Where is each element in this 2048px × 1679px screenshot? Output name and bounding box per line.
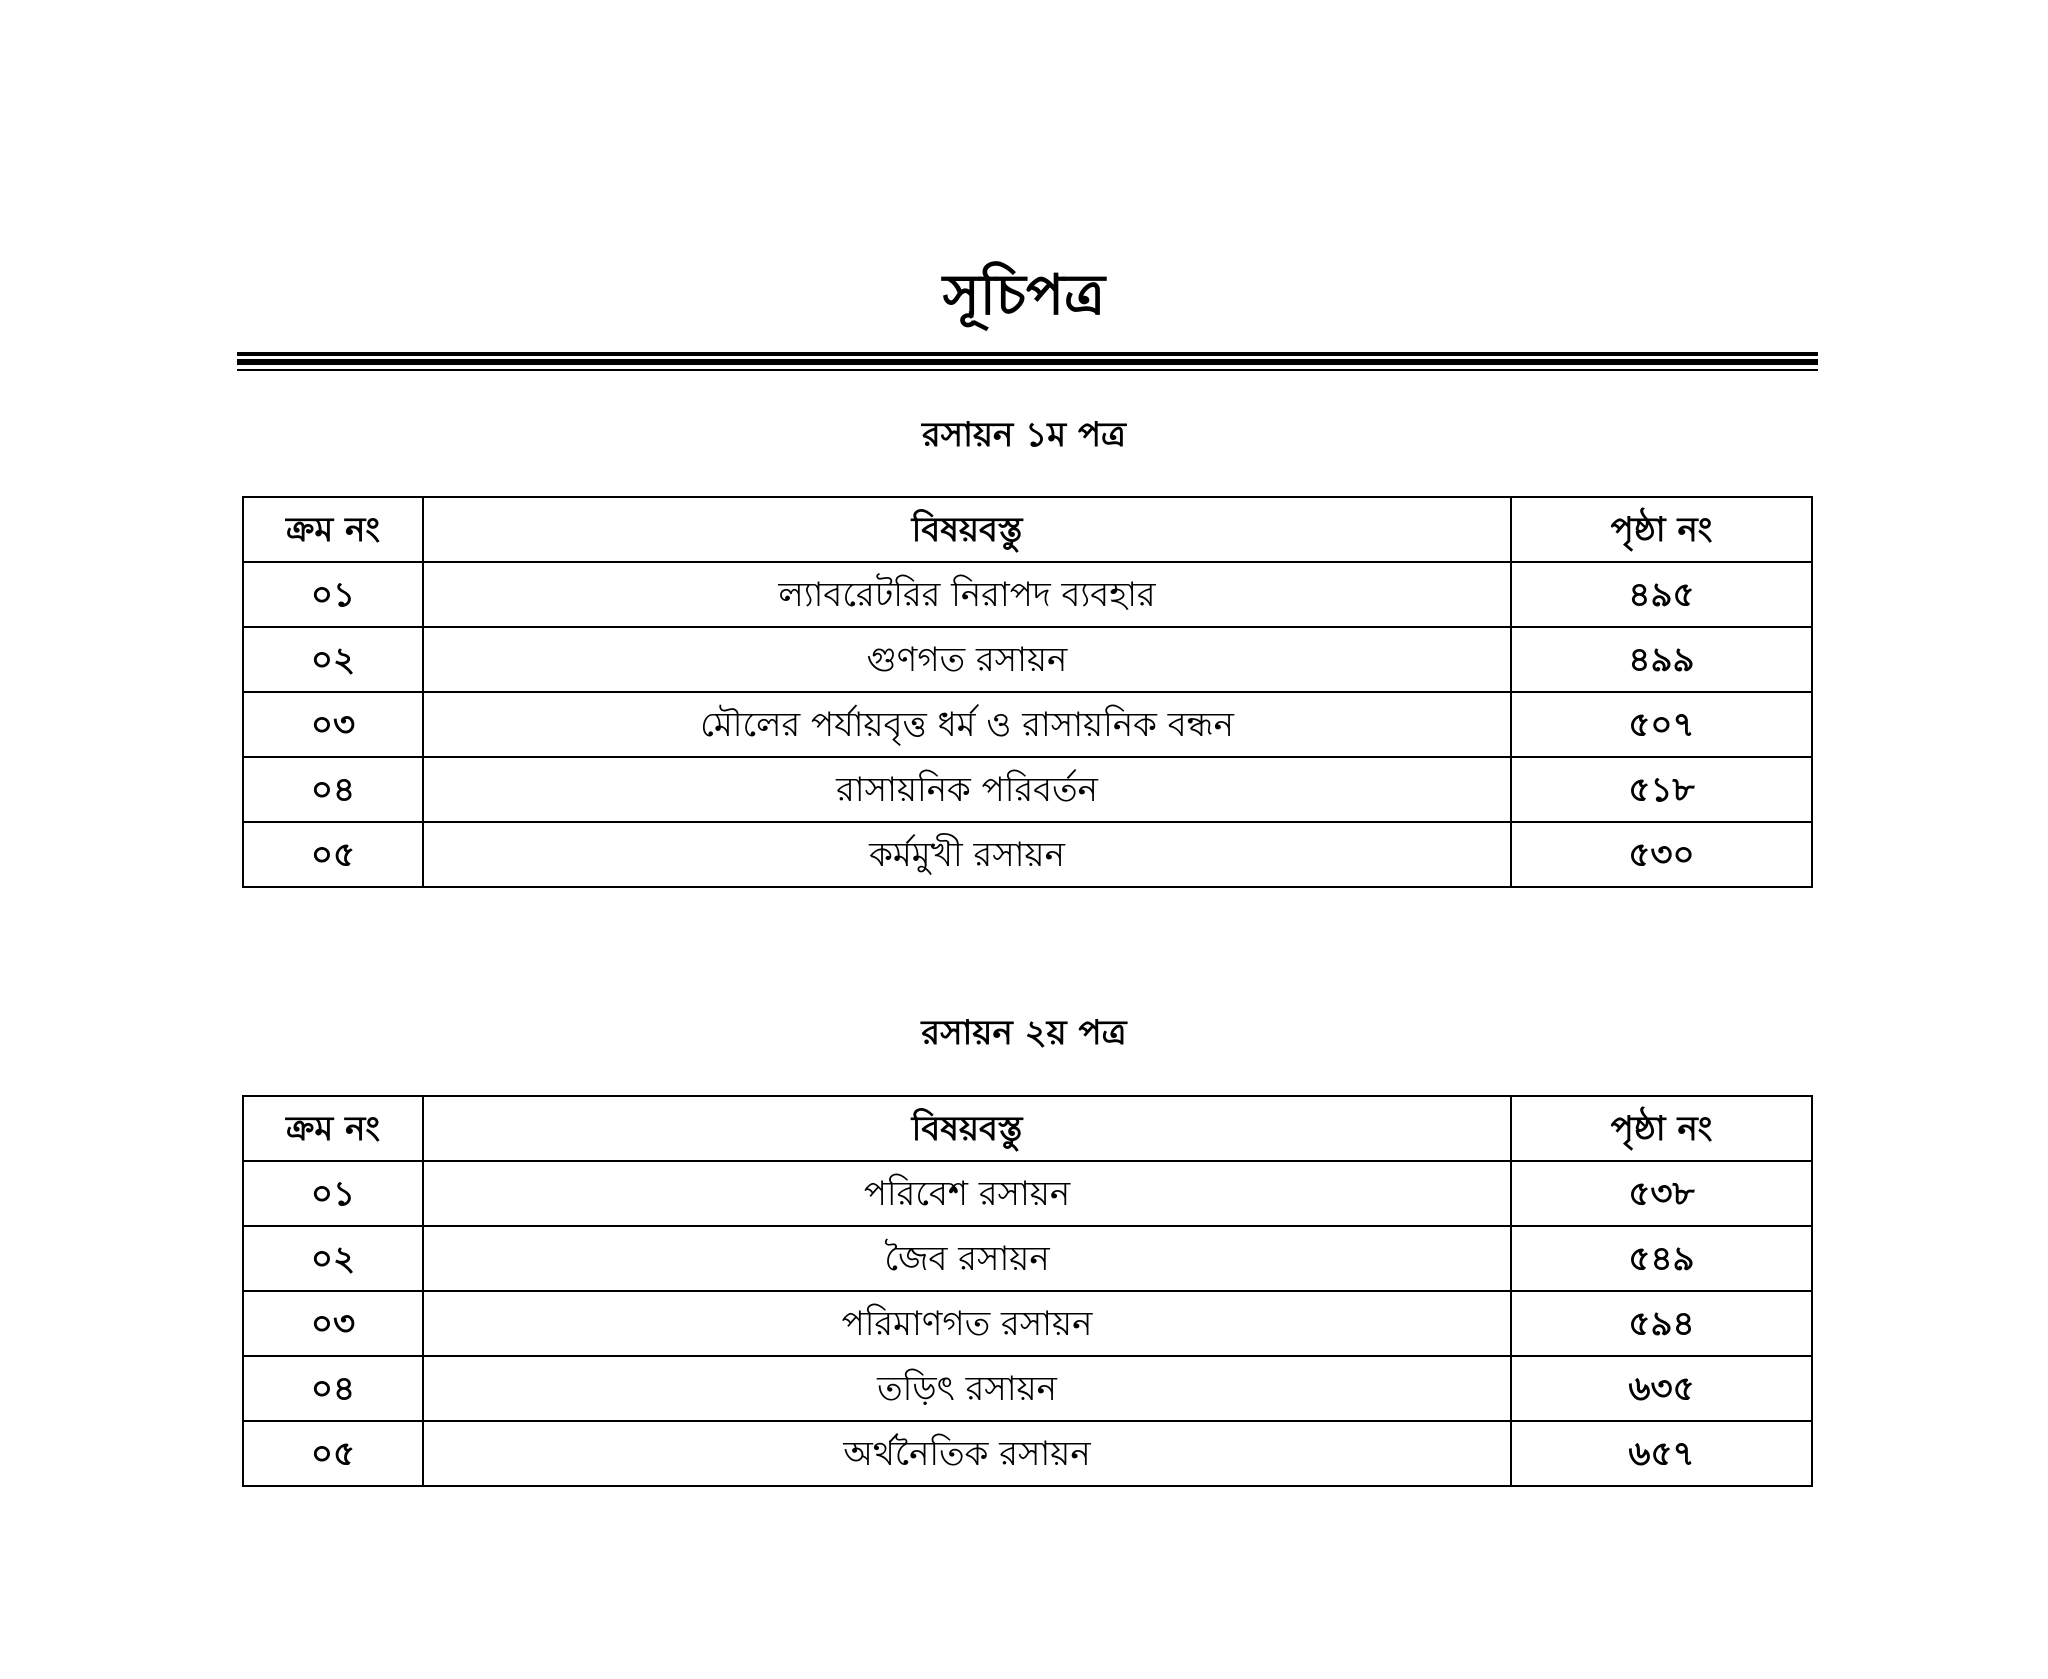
topic-cell: তড়িৎ রসায়ন bbox=[423, 1356, 1511, 1421]
table-header-row bbox=[243, 497, 1812, 562]
serial-cell: ০২ bbox=[243, 627, 423, 692]
serial-cell: ০৪ bbox=[243, 1356, 423, 1421]
table-row bbox=[243, 1421, 1812, 1486]
topic-cell: জৈব রসায়ন bbox=[423, 1226, 1511, 1291]
table-row bbox=[243, 627, 1812, 692]
table-row bbox=[243, 562, 1812, 627]
topic-cell: মৌলের পর্যায়বৃত্ত ধর্ম ও রাসায়নিক বন্ধন bbox=[423, 692, 1511, 757]
title-divider-bottom bbox=[237, 369, 1818, 371]
table-row bbox=[243, 1161, 1812, 1226]
table-row bbox=[243, 1291, 1812, 1356]
page-number-cell: ৪৯৫ bbox=[1511, 562, 1812, 627]
serial-cell: ০৩ bbox=[243, 1291, 423, 1356]
serial-cell: ০২ bbox=[243, 1226, 423, 1291]
page-number-cell: ৪৯৯ bbox=[1511, 627, 1812, 692]
page-number-cell: ৬৩৫ bbox=[1511, 1356, 1812, 1421]
page-number-cell: ৫৩৮ bbox=[1511, 1161, 1812, 1226]
serial-cell: ০৩ bbox=[243, 692, 423, 757]
topic-cell: কর্মমুখী রসায়ন bbox=[423, 822, 1511, 887]
column-header-page: পৃষ্ঠা নং bbox=[1511, 497, 1812, 562]
serial-cell: ০৪ bbox=[243, 757, 423, 822]
toc-table-chemistry-1st-paper bbox=[242, 496, 1813, 888]
table-row bbox=[243, 1356, 1812, 1421]
column-header-serial: ক্রম নং bbox=[243, 1096, 423, 1161]
topic-cell: অর্থনৈতিক রসায়ন bbox=[423, 1421, 1511, 1486]
page-number-cell: ৫৪৯ bbox=[1511, 1226, 1812, 1291]
page-number-cell: ৫৯৪ bbox=[1511, 1291, 1812, 1356]
section-title-chemistry-2nd-paper: রসায়ন ২য় পত্র bbox=[921, 1013, 1127, 1053]
page-title: সূচিপত্র bbox=[942, 263, 1106, 328]
table-row bbox=[243, 822, 1812, 887]
topic-cell: ল্যাবরেটরির নিরাপদ ব্যবহার bbox=[423, 562, 1511, 627]
page-number-cell: ৬৫৭ bbox=[1511, 1421, 1812, 1486]
serial-cell: ০১ bbox=[243, 1161, 423, 1226]
serial-cell: ০১ bbox=[243, 562, 423, 627]
topic-cell: রাসায়নিক পরিবর্তন bbox=[423, 757, 1511, 822]
table-row bbox=[243, 692, 1812, 757]
column-header-content: বিষয়বস্তু bbox=[423, 1096, 1511, 1161]
column-header-serial: ক্রম নং bbox=[243, 497, 423, 562]
table-row bbox=[243, 1226, 1812, 1291]
page-number-cell: ৫৩০ bbox=[1511, 822, 1812, 887]
section-title-chemistry-1st-paper: রসায়ন ১ম পত্র bbox=[921, 415, 1127, 455]
serial-cell: ০৫ bbox=[243, 822, 423, 887]
topic-cell: পরিবেশ রসায়ন bbox=[423, 1161, 1511, 1226]
title-divider-middle bbox=[237, 359, 1818, 365]
column-header-content: বিষয়বস্তু bbox=[423, 497, 1511, 562]
title-divider-top bbox=[237, 352, 1818, 356]
topic-cell: পরিমাণগত রসায়ন bbox=[423, 1291, 1511, 1356]
page-number-cell: ৫১৮ bbox=[1511, 757, 1812, 822]
table-header-row bbox=[243, 1096, 1812, 1161]
page-number-cell: ৫০৭ bbox=[1511, 692, 1812, 757]
table-row bbox=[243, 757, 1812, 822]
topic-cell: গুণগত রসায়ন bbox=[423, 627, 1511, 692]
toc-table-chemistry-2nd-paper bbox=[242, 1095, 1813, 1487]
serial-cell: ০৫ bbox=[243, 1421, 423, 1486]
column-header-page: পৃষ্ঠা নং bbox=[1511, 1096, 1812, 1161]
